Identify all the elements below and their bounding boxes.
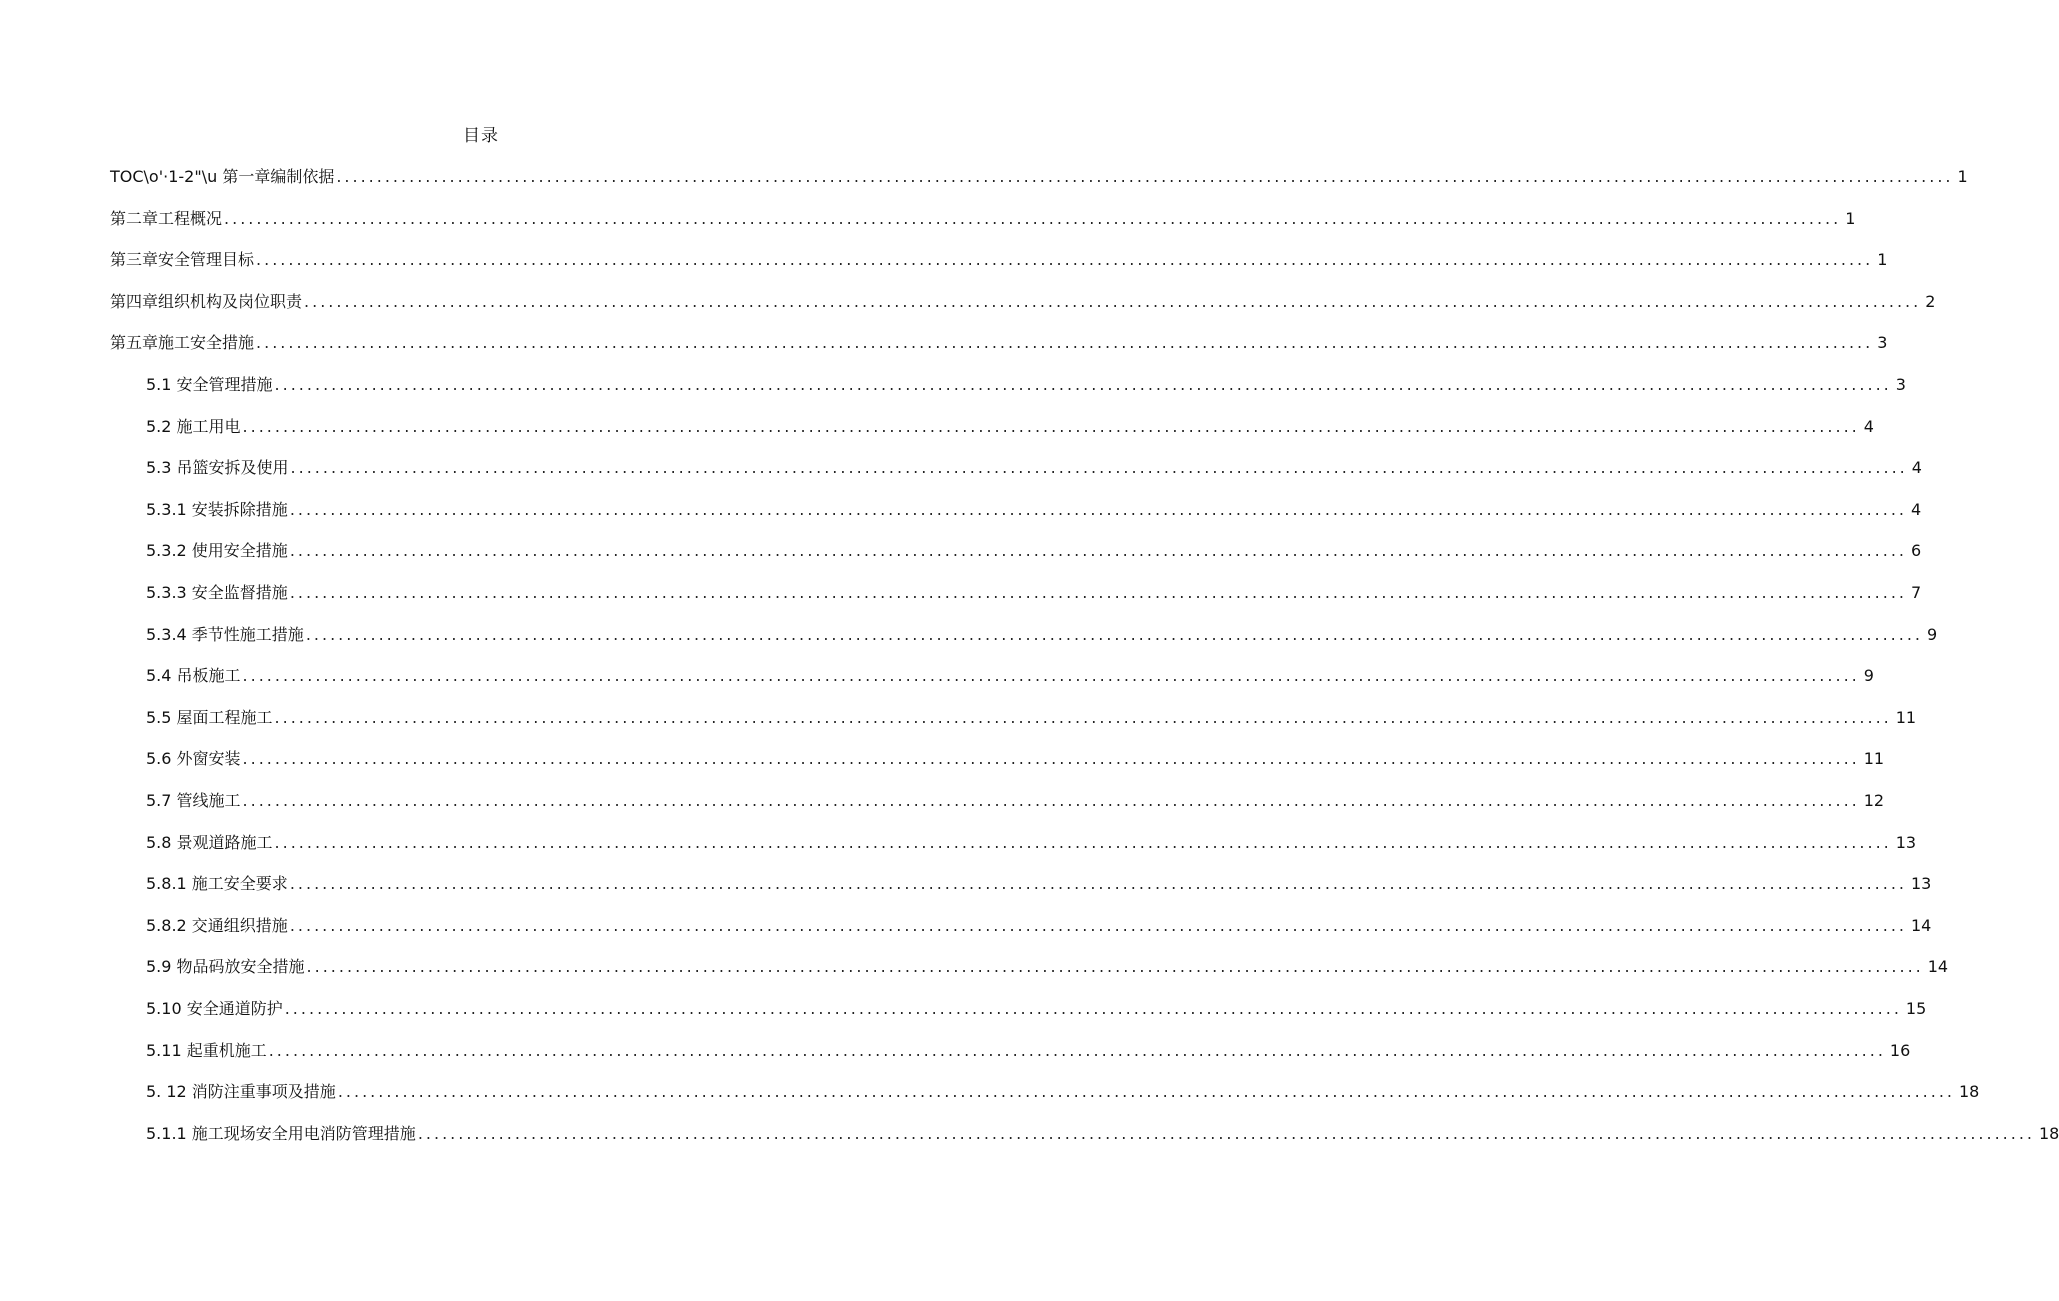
toc-entry-label: 5.6 外窗安装 (146, 749, 241, 769)
toc-dot-leader: ........................................................................................................................................................................................................ (289, 583, 1907, 602)
toc-entry-page-number: 14 (1927, 957, 1949, 977)
toc-entry-label: 5.2 施工用电 (146, 416, 241, 436)
toc-dot-leader: ........................................................................................................................................................................................................ (290, 458, 1908, 478)
toc-entry[interactable] (146, 574, 1922, 604)
toc-entry[interactable] (110, 283, 1936, 313)
toc-entry-page-number: 18 (1959, 1082, 1980, 1102)
toc-dot-leader: ........................................................................................................................................................................................................ (289, 874, 1907, 894)
toc-entry-label: 5.3 吊篮安拆及使用 (146, 458, 289, 478)
toc-entry-label: 5.9 物品码放安全措施 (146, 957, 305, 977)
toc-entry-page-number: 18 (2039, 1123, 2059, 1143)
toc-dot-leader: ........................................................................................................................................................................................................ (274, 375, 1892, 394)
toc-dot-leader: ........................................................................................................................................................................................................ (242, 749, 1860, 769)
toc-entry[interactable] (146, 907, 1932, 937)
toc-title: 目录 (463, 126, 499, 146)
toc-entry[interactable] (146, 491, 1922, 521)
toc-dot-leader: ........................................................................................................................................................................................................ (289, 499, 1907, 519)
toc-entry-page-number: 1 (1877, 250, 1888, 270)
toc-entry[interactable] (110, 324, 1888, 354)
toc-dot-leader: ........................................................................................................................................................................................................ (336, 167, 1954, 186)
toc-entry-label: 5.3.2 使用安全措施 (146, 541, 288, 561)
toc-entry-label: 5.1.1 施工现场安全用电消防管理措施 (146, 1123, 416, 1143)
toc-dot-leader: ........................................................................................................................................................................................................ (242, 666, 1860, 686)
toc-entry-page-number: 7 (1911, 583, 1922, 602)
toc-entry-page-number: 4 (1911, 499, 1922, 519)
toc-dot-leader: ........................................................................................................................................................................................................ (256, 333, 1874, 353)
toc-entry-page-number: 12 (1863, 791, 1885, 810)
toc-entry[interactable] (146, 824, 1917, 854)
toc-entry-page-number: 13 (1911, 874, 1932, 894)
toc-entry-page-number: 13 (1895, 832, 1917, 852)
toc-dot-leader: ........................................................................................................................................................................................................ (256, 250, 1874, 270)
toc-dot-leader: ........................................................................................................................................................................................................ (224, 208, 1842, 228)
toc-entry-page-number: 15 (1905, 999, 1927, 1018)
toc-entry-page-number: 11 (1895, 707, 1917, 727)
toc-entry-label: 5.4 吊板施工 (146, 666, 241, 686)
toc-entry-page-number: 3 (1877, 333, 1888, 353)
toc-entry-page-number: 3 (1895, 375, 1906, 394)
toc-entry[interactable] (146, 699, 1917, 729)
toc-dot-leader: ........................................................................................................................................................................................................ (242, 416, 1860, 436)
toc-dot-leader: ........................................................................................................................................................................................................ (289, 915, 1907, 935)
toc-entry-label: 5.8.2 交通组织措施 (146, 915, 288, 935)
toc-entry-page-number: 4 (1863, 416, 1874, 436)
toc-entry[interactable] (146, 449, 1922, 479)
toc-entry[interactable] (146, 366, 1906, 396)
toc-dot-leader: ........................................................................................................................................................................................................ (304, 291, 1922, 311)
toc-entry[interactable] (146, 657, 1874, 687)
toc-dot-leader: ........................................................................................................................................................................................................ (417, 1123, 2035, 1143)
toc-entry-label: 5.5 屋面工程施工 (146, 707, 273, 727)
toc-entry[interactable] (110, 200, 1856, 230)
toc-entry-label: 第五章施工安全措施 (110, 333, 255, 353)
toc-dot-leader: ........................................................................................................................................................................................................ (274, 707, 1892, 727)
toc-entry-page-number: 16 (1889, 1040, 1911, 1060)
toc-entry-label: 第三章安全管理目标 (110, 250, 255, 270)
toc-entry-page-number: 9 (1863, 666, 1874, 686)
toc-entry-label: 第二章工程概况 (110, 208, 223, 228)
toc-entry-page-number: 9 (1927, 624, 1938, 644)
toc-entry[interactable] (146, 408, 1874, 438)
toc-entry-label: 5.8 景观道路施工 (146, 832, 273, 852)
toc-dot-leader: ........................................................................................................................................................................................................ (274, 832, 1892, 852)
toc-dot-leader: ........................................................................................................................................................................................................ (306, 957, 1924, 977)
toc-entry[interactable] (146, 1115, 2059, 1145)
toc-entry-page-number: 14 (1911, 915, 1932, 935)
toc-entry-label: 5.11 起重机施工 (146, 1040, 267, 1060)
toc-entry-label: 5. 12 消防注重事项及措施 (146, 1082, 336, 1102)
toc-dot-leader: ........................................................................................................................................................................................................ (305, 624, 1923, 644)
toc-entry-page-number: 6 (1911, 541, 1922, 561)
toc-dot-leader: ........................................................................................................................................................................................................ (268, 1040, 1886, 1060)
toc-entry-page-number: 1 (1845, 208, 1856, 228)
toc-dot-leader: ........................................................................................................................................................................................................ (289, 541, 1907, 561)
toc-entry[interactable] (146, 948, 1949, 978)
toc-entry[interactable] (110, 241, 1888, 271)
toc-entry[interactable] (146, 740, 1885, 770)
toc-entry-label: 5.3.4 季节性施工措施 (146, 624, 304, 644)
toc-dot-leader: ........................................................................................................................................................................................................ (284, 999, 1902, 1018)
toc-entry[interactable] (146, 616, 1938, 646)
toc-entry-page-number: 2 (1925, 291, 1936, 311)
toc-entry[interactable] (146, 865, 1932, 895)
toc-entry-label: 5.1 安全管理措施 (146, 375, 273, 394)
toc-entry[interactable] (110, 158, 1968, 188)
toc-entry[interactable] (146, 990, 1927, 1020)
toc-dot-leader: ........................................................................................................................................................................................................ (337, 1082, 1955, 1102)
toc-entry-page-number: 1 (1957, 167, 1968, 186)
toc-entry-page-number: 4 (1911, 458, 1922, 478)
toc-entry[interactable] (146, 1073, 1980, 1103)
toc-entry-label: 5.8.1 施工安全要求 (146, 874, 288, 894)
toc-entry[interactable] (146, 532, 1922, 562)
toc-entry-page-number: 11 (1863, 749, 1885, 769)
toc-entry-label: 第四章组织机构及岗位职责 (110, 291, 303, 311)
toc-entry-label: 5.10 安全通道防护 (146, 999, 283, 1018)
toc-entry[interactable] (146, 782, 1885, 812)
toc-entry-label: 5.7 管线施工 (146, 791, 241, 810)
toc-entry[interactable] (146, 1032, 1911, 1062)
toc-entry-label: 5.3.3 安全监督措施 (146, 583, 288, 602)
toc-dot-leader: ........................................................................................................................................................................................................ (242, 791, 1860, 810)
toc-entry-label: 5.3.1 安装拆除措施 (146, 499, 288, 519)
toc-entry-label: TOC\o'·1-2"\u 第一章编制依据 (110, 167, 335, 186)
